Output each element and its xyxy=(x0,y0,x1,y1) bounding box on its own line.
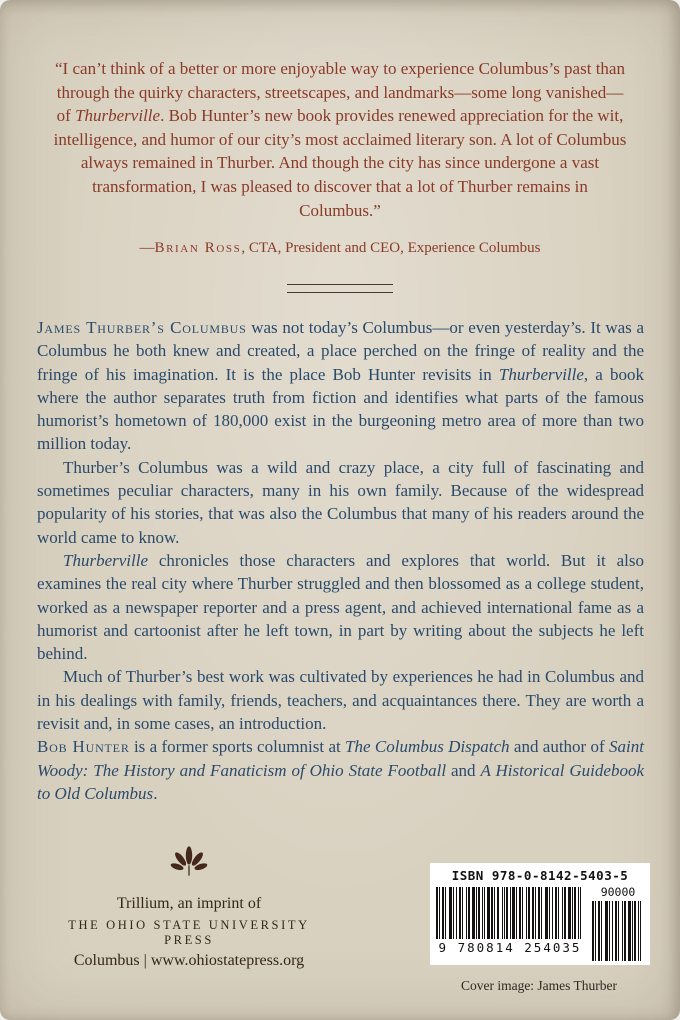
barcode-number: 9 780814 254035 xyxy=(438,940,582,955)
description-paragraph: Much of Thurber’s best work was cultivated by experiences he had in Columbus and in his dealings with family, friends, teachers, and acquaintances there. They are worth a revisit and, in some cases, an introduction. xyxy=(37,667,644,734)
author-bio: Bob Hunter is a former sports columnist at The Columbus Dispatch and author of Saint Woody: The History and Fanaticism of Ohio State Football and A Historical Guidebook to Old Columbus. xyxy=(37,737,644,803)
isbn-label: ISBN 978-0-8142-5403-5 xyxy=(451,868,629,883)
barcode-addon-code: 90000 xyxy=(600,885,636,899)
isbn-barcode xyxy=(430,863,650,965)
publisher-block xyxy=(46,845,332,970)
press-name: THE OHIO STATE UNIVERSITY PRESS xyxy=(68,918,310,947)
barcode-addon-bars xyxy=(592,901,644,961)
description-paragraph: Thurber’s Columbus was a wild and crazy place, a city full of fascinating and sometimes peculiar characters, many in his own family. Because of the widespread popularity of his stories, that was also the Columbus that many of his readers around the world came to know. xyxy=(37,457,644,547)
barcode-bars xyxy=(436,887,584,939)
press-location-url: Columbus | www.ohiostatepress.org xyxy=(73,952,305,969)
quote-attribution: —Brian Ross, CTA, President and CEO, Experience Columbus xyxy=(139,240,541,256)
double-rule-divider xyxy=(287,284,393,293)
imprint-name: Trillium, an imprint of xyxy=(116,895,262,912)
endorsement-quote: “I can’t think of a better or more enjoyable way to experience Columbus’s past than through the quirky characters, streetscapes, and landmarks—some long vanished—of Thurberville. Bob Hunter’s new book provides renewed appreciation for the wit, intelligence, and humor of our city’s most acclaimed literary son. A lot of Columbus always remained in Thurber. And though the city has since undergone a vast transformation, I was pleased to discover that a lot of Thurber remains in Columbus.” xyxy=(53,59,627,220)
description-paragraph: James Thurber’s Columbus was not today’s Columbus—or even yesterday’s. It was a Columbus he both knew and created, a place perched on the fringe of reality and the fringe of his imagination. It is the place Bob Hunter revisits in Thurberville, a book where the author separates truth from fiction and identifies what parts of the famous humorist’s hometown of 180,000 exist in the burgeoning metro area of more than two million today. xyxy=(37,318,644,454)
description-text xyxy=(37,316,644,805)
buckeye-leaf-icon xyxy=(46,845,332,887)
description-paragraph: Thurberville chronicles those characters and explores that world. But it also examines the real city where Thurber struggled and then blossomed as a college student, worked as a newspaper reporter and a press agent, and achieved international fame as a humorist and cartoonist after he left town, in part by writing about the subjects he left behind. xyxy=(37,550,644,664)
cover-image-credit: Cover image: James Thurber xyxy=(460,978,618,993)
